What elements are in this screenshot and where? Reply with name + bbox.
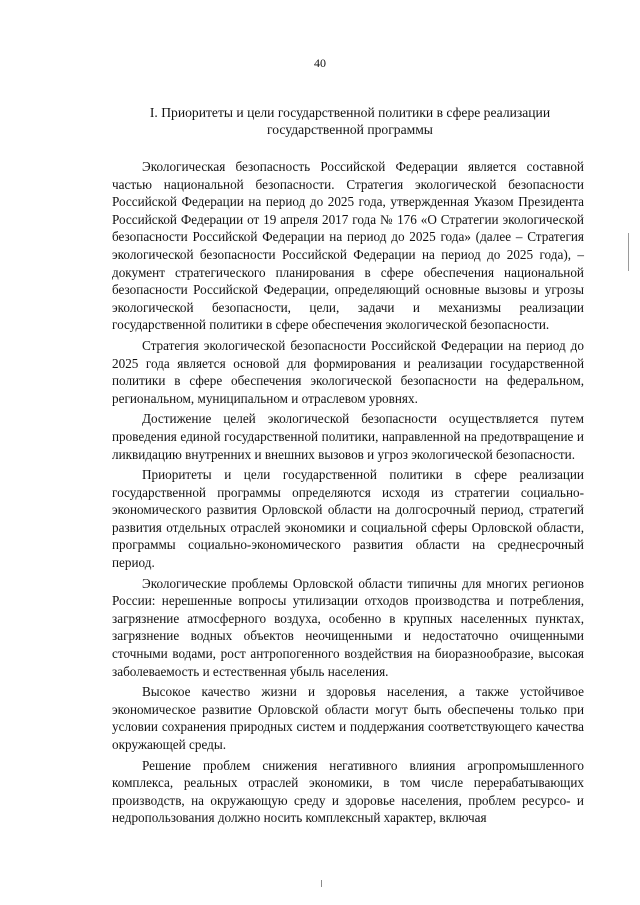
body-text — [112, 158, 584, 830]
page-number: 40 — [314, 56, 326, 70]
paragraph: Решение проблем снижения негативного влияния агропромышленного комплекса, реальных отраслей экономики, в том числе перерабатывающих производств, на окружающую среду и здоровье населения, проблем ресурсо- и недропользования должно носить комплексный характер, включая — [112, 757, 584, 826]
paragraph: Экологические проблемы Орловской области типичны для многих регионов России: нерешенные вопросы утилизации отходов производства и потребления, загрязнение атмосферного воздуха, особенно в крупных населенных пунктах, загрязнение водных объектов неочищенными и недостаточно очищенными сточными водами, рост антропогенного воздействия на биоразнообразие, высокая заболеваемость и естественная убыль населения. — [112, 575, 584, 679]
scan-speck — [321, 880, 322, 887]
scan-margin-mark — [628, 233, 629, 271]
paragraph: Достижение целей экологической безопасности осуществляется путем проведения единой государственной политики, направленной на предотвращение и ликвидацию внутренних и внешних вызовов и угроз экологической безопасности. — [112, 411, 584, 462]
paragraph: Высокое качество жизни и здоровья населения, а также устойчивое экономическое развитие Орловской области могут быть обеспечены только при условии сохранения природных систем и поддержания соответствующего качества окружающей среды. — [112, 684, 584, 752]
section-heading: I. Приоритеты и цели государственной политики в сфере реализации государственной программы — [149, 105, 551, 137]
paragraph: Экологическая безопасность Российской Федерации является составной частью национальной безопасности. Стратегия экологической безопасности Российской Федерации на период до 2025 года, утвержденная Указом Президента Российской Федерации от 19 апреля 2017 года № 176 «О Стратегии экологической безопасности Российской Федерации на период до 2025 года» (далее – Стратегия экологической безопасности Российской Федерации на период до 2025 года), – документ стратегического планирования в сфере обеспечения национальной безопасности Российской Федерации, определяющий основные вызовы и угрозы экологической безопасности, цели, задачи и механизмы реализации государственной политики в сфере обеспечения экологической безопасности. — [112, 159, 584, 333]
paragraph: Стратегия экологической безопасности Российской Федерации на период до 2025 года является основой для формирования и реализации государственной политики в сфере обеспечения экологической безопасности на федеральном, региональном, муниципальном и отраслевом уровнях. — [112, 337, 584, 406]
paragraph: Приоритеты и цели государственной политики в сфере реализации государственной программы определяются исходя из стратегии социально-экономического развития Орловской области на долгосрочный период, стратегий развития отдельных отраслей экономики и социальной сферы Орловской области, программы социально-экономического развития области на среднесрочный период. — [112, 467, 584, 571]
